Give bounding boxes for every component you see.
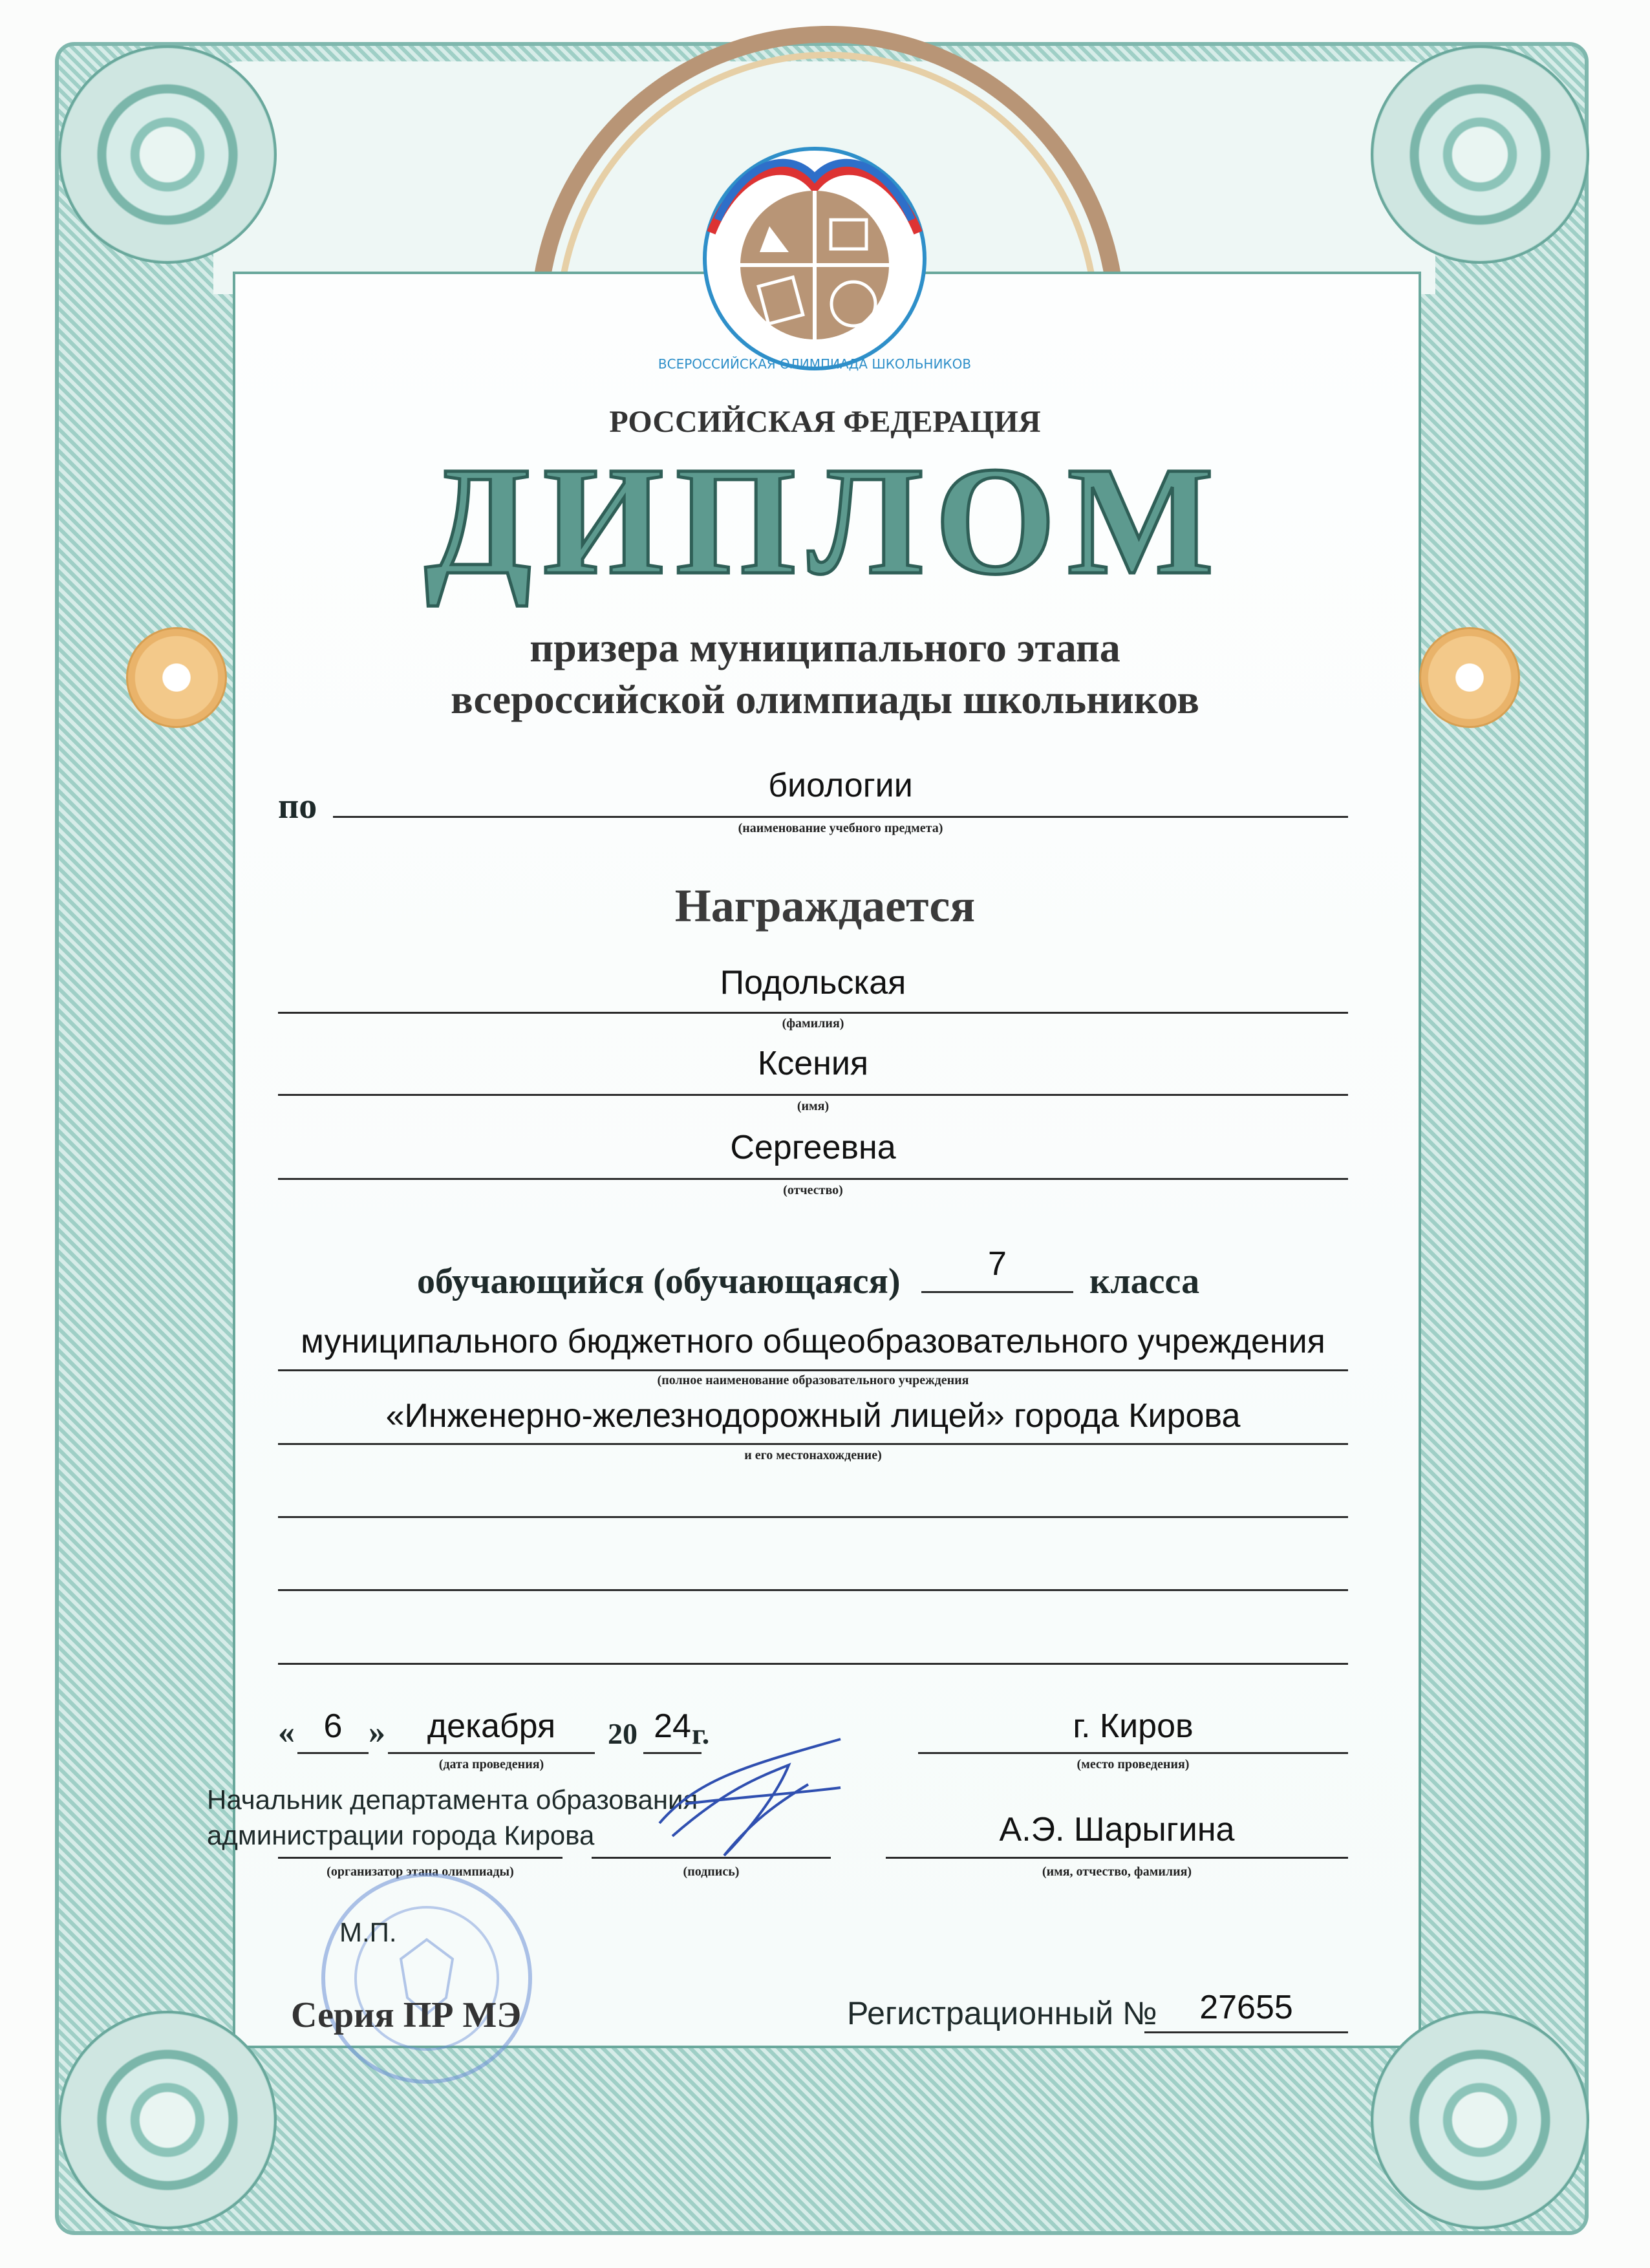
corner-ornament-bottom-left [58,2011,277,2229]
date-day: 6 [323,1707,343,1745]
name-line [278,1094,1348,1096]
grade-prefix: обучающийся (обучающаяся) [417,1261,901,1301]
registration-number: 27655 [1199,1989,1293,2026]
patronymic-line [278,1178,1348,1180]
name-caption: (имя) [797,1099,830,1113]
school-line-2-rule [278,1443,1348,1445]
date-month-line [388,1752,595,1754]
registration-label: Регистрационный № [847,1995,1157,2031]
organizer-caption: (организатор этапа олимпиады) [327,1865,514,1879]
organizer-line [278,1857,562,1859]
olympiad-emblem [658,142,972,375]
date-year-suffix: 24 [654,1707,691,1745]
corner-ornament-top-right [1371,45,1589,264]
patronymic-caption: (отчество) [783,1183,843,1197]
date-close-quote: » [369,1714,385,1751]
stamp-label: М.П. [339,1917,397,1947]
blank-line-3 [278,1663,1348,1665]
name-value: Ксения [757,1045,869,1082]
signature-caption: (подпись) [683,1865,740,1879]
date-caption: (дата проведения) [438,1757,544,1771]
grade-value: 7 [988,1245,1007,1283]
grade-suffix: класса [1089,1261,1200,1301]
grade-line [921,1291,1073,1293]
school-line-1-rule [278,1369,1348,1371]
blank-line-2 [278,1589,1348,1591]
surname-line [278,1012,1348,1014]
country-heading: РОССИЙСКАЯ ФЕДЕРАЦИЯ [609,405,1041,439]
school-caption-1: (полное наименование образовательного учреждения [657,1373,969,1387]
subtitle-line-2: всероссийской олимпиады школьников [451,676,1199,722]
awarded-label: Награждается [674,880,976,932]
signature [647,1726,853,1868]
school-caption-2: и его местонахождение) [744,1448,882,1462]
registration-line [1144,2031,1348,2033]
signer-line [886,1857,1348,1859]
emblem-text: ВСЕРОССИЙСКАЯ ОЛИМПИАДА ШКОЛЬНИКОВ [658,356,972,372]
date-year-unit: г. [692,1717,710,1750]
date-day-line [297,1752,369,1754]
date-year-prefix: 20 [608,1717,638,1750]
subject-value: биологии [768,767,913,804]
date-open-quote: « [278,1714,295,1751]
school-line-1: муниципального бюджетного общеобразовательного учреждения [301,1323,1325,1360]
place-caption: (место проведения) [1077,1757,1190,1771]
date-month: декабря [427,1707,556,1745]
surname-caption: (фамилия) [782,1016,844,1031]
corner-ornament-bottom-right [1371,2011,1589,2229]
blank-line-1 [278,1516,1348,1518]
signer-name: А.Э. Шарыгина [999,1811,1235,1848]
place-line [918,1752,1348,1754]
surname-value: Подольская [720,964,906,1001]
patronymic-value: Сергеевна [730,1129,896,1166]
subject-caption: (наименование учебного предмета) [738,821,943,835]
organizer-line-1: Начальник департамента образования [207,1784,698,1815]
subject-prefix: по [278,786,317,826]
subtitle-line-1: призера муниципального этапа [530,625,1120,670]
signature-line [592,1857,831,1859]
diploma-title: ДИПЛОМ [424,434,1226,606]
official-stamp [259,1862,595,2095]
organizer-line-2: администрации города Кирова [207,1820,595,1850]
school-line-2: «Инженерно-железнодорожный лицей» города Кирова [385,1397,1241,1435]
corner-ornament-top-left [58,45,277,264]
series: Серия ПР МЭ [291,1995,522,2035]
subject-line [333,816,1348,818]
signer-caption: (имя, отчество, фамилия) [1042,1865,1192,1879]
place-value: г. Киров [1073,1707,1194,1745]
